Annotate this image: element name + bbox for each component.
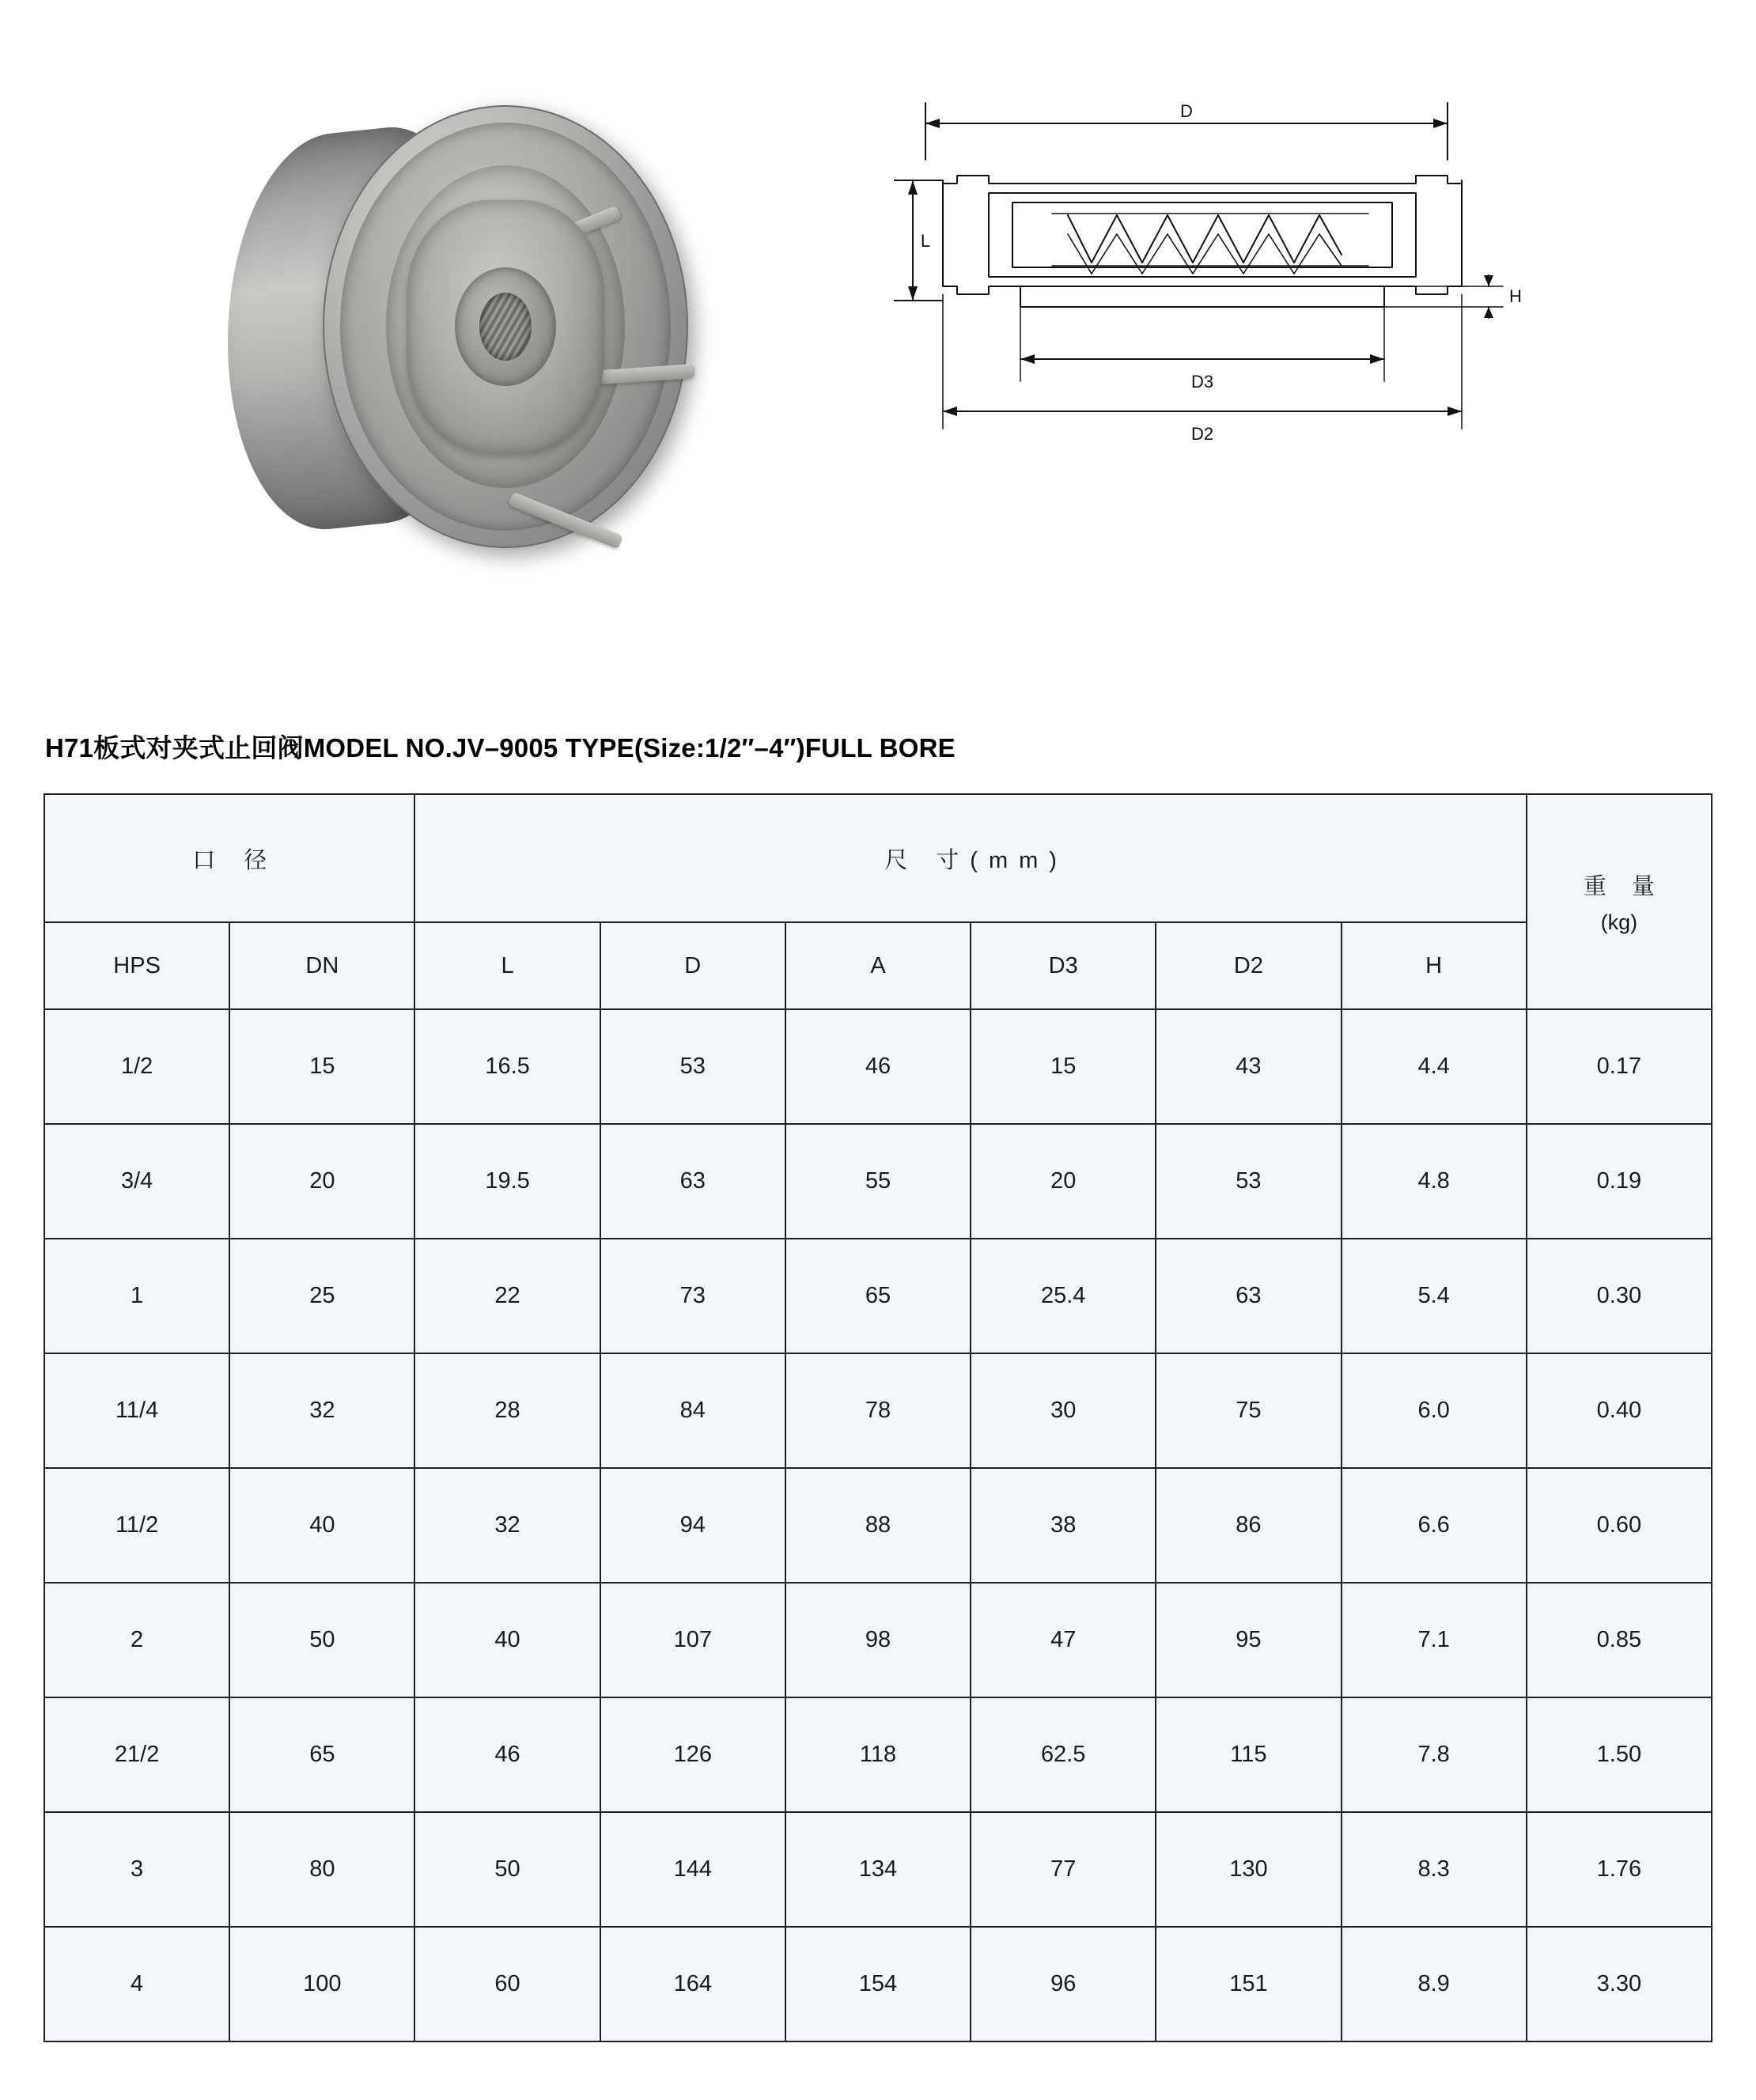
valve-hub-ring [455,267,556,386]
cell-dn: 100 [229,1927,414,2041]
table-row [44,1124,1712,1239]
column-header-dn: DN [229,922,414,1009]
arrow-right-d3 [1370,354,1384,364]
group-header-weight [1527,794,1712,1009]
cell-d: 164 [600,1927,785,2041]
cell-hps: 21/2 [44,1697,229,1812]
valve-body-illustration [220,91,694,566]
cell-a: 88 [785,1468,971,1583]
cell-d3: 25.4 [971,1239,1156,1353]
cell-a: 118 [785,1697,971,1812]
arrow-h-bot [1484,307,1493,318]
cell-dn: 40 [229,1468,414,1583]
table-group-header-row [44,794,1712,922]
cell-d: 107 [600,1583,785,1697]
cell-weight: 1.76 [1527,1812,1712,1927]
table-row [44,1697,1712,1812]
cell-l: 32 [414,1468,600,1583]
column-header-hps: HPS [44,922,229,1009]
column-header-d3: D3 [971,922,1156,1009]
arrow-left-d [925,119,940,128]
cell-d: 126 [600,1697,785,1812]
cell-a: 134 [785,1812,971,1927]
dim-label-h: H [1509,286,1522,306]
cell-hps: 4 [44,1927,229,2041]
cell-l: 40 [414,1583,600,1697]
cell-d: 53 [600,1009,785,1124]
cell-dn: 20 [229,1124,414,1239]
spec-table-head [44,794,1712,1009]
valve-rib [508,492,623,550]
cell-h: 8.9 [1342,1927,1527,2041]
cell-weight: 0.85 [1527,1583,1712,1697]
table-row [44,1583,1712,1697]
cell-d: 94 [600,1468,785,1583]
spec-table [44,793,1712,2042]
cell-hps: 3/4 [44,1124,229,1239]
cell-l: 50 [414,1812,600,1927]
cell-hps: 2 [44,1583,229,1697]
cell-dn: 15 [229,1009,414,1124]
cell-h: 7.8 [1342,1697,1527,1812]
cell-h: 7.1 [1342,1583,1527,1697]
cell-d2: 95 [1156,1583,1341,1697]
arrow-right-d2 [1448,407,1462,416]
cell-hps: 11/2 [44,1468,229,1583]
valve-chamber [989,193,1416,277]
group-header-weight-label: 重 量 [1583,874,1664,899]
cell-l: 60 [414,1927,600,2041]
group-header-bore-label: 口 径 [192,847,278,873]
cell-weight: 0.60 [1527,1468,1712,1583]
cell-h: 6.0 [1342,1353,1527,1468]
cell-weight: 0.40 [1527,1353,1712,1468]
table-column-header-row [44,922,1712,1009]
cell-dn: 25 [229,1239,414,1353]
table-row [44,1239,1712,1353]
cell-d3: 38 [971,1468,1156,1583]
cell-d3: 96 [971,1927,1156,2041]
valve-face-inner [386,165,625,488]
cell-d3: 20 [971,1124,1156,1239]
cell-dn: 80 [229,1812,414,1927]
cell-weight: 3.30 [1527,1927,1712,2041]
group-header-dimensions-label: 尺 寸(mm) [884,847,1068,873]
arrow-top-l [908,180,918,195]
cell-d2: 86 [1156,1468,1341,1583]
arrow-right-d [1433,119,1448,128]
valve-spring-hole [479,293,532,361]
cell-weight: 0.19 [1527,1124,1712,1239]
cell-d3: 47 [971,1583,1156,1697]
cell-d2: 43 [1156,1009,1341,1124]
dim-label-d: D [1180,101,1193,121]
arrow-h-top [1484,275,1493,286]
column-header-d2: D2 [1156,922,1341,1009]
technical-drawing-svg [894,87,1535,593]
arrow-bot-l [908,286,918,301]
arrow-left-d2 [943,407,957,416]
cell-d3: 62.5 [971,1697,1156,1812]
cell-d2: 63 [1156,1239,1341,1353]
group-header-dimensions [414,794,1526,922]
cell-d2: 115 [1156,1697,1341,1812]
cell-a: 154 [785,1927,971,2041]
cell-l: 16.5 [414,1009,600,1124]
cell-a: 46 [785,1009,971,1124]
column-header-a: A [785,922,971,1009]
cell-l: 22 [414,1239,600,1353]
cell-h: 4.8 [1342,1124,1527,1239]
column-header-l: L [414,922,600,1009]
cell-d: 63 [600,1124,785,1239]
valve-face-outer-ring [323,105,688,548]
cell-a: 78 [785,1353,971,1468]
cell-l: 46 [414,1697,600,1812]
cell-dn: 50 [229,1583,414,1697]
table-row [44,1468,1712,1583]
cell-weight: 0.30 [1527,1239,1712,1353]
valve-rib [600,364,695,384]
page-title: H71板式对夹式止回阀MODEL NO.JV–9005 TYPE(Size:1/2″–4″)FULL BORE [45,733,956,762]
cell-a: 55 [785,1124,971,1239]
cell-dn: 65 [229,1697,414,1812]
cell-hps: 1/2 [44,1009,229,1124]
technical-drawing [894,87,1535,593]
cell-d2: 53 [1156,1124,1341,1239]
cell-d2: 151 [1156,1927,1341,2041]
illustrations-area [0,0,1756,656]
cell-a: 98 [785,1583,971,1697]
valve-disc-plate [407,200,604,453]
arrow-left-d3 [1020,354,1035,364]
group-header-weight-unit: (kg) [1600,910,1638,934]
cell-hps: 1 [44,1239,229,1353]
cell-weight: 0.17 [1527,1009,1712,1124]
cell-d2: 75 [1156,1353,1341,1468]
cell-d3: 15 [971,1009,1156,1124]
cell-d3: 30 [971,1353,1156,1468]
cell-d: 144 [600,1812,785,1927]
valve-face-bevel [340,123,671,531]
cell-d: 84 [600,1353,785,1468]
spec-table-body [44,1009,1712,2041]
cell-l: 28 [414,1353,600,1468]
group-header-bore [44,794,414,922]
dim-label-d2: D2 [1190,424,1214,444]
cell-d: 73 [600,1239,785,1353]
table-row [44,1927,1712,2041]
table-row [44,1009,1712,1124]
table-row [44,1812,1712,1927]
spec-table-wrapper [44,793,1712,2042]
cell-l: 19.5 [414,1124,600,1239]
cell-dn: 32 [229,1353,414,1468]
table-row [44,1353,1712,1468]
cell-hps: 3 [44,1812,229,1927]
cell-hps: 11/4 [44,1353,229,1468]
valve-disc-section [1020,286,1384,307]
dim-label-l: L [920,231,931,251]
cell-h: 6.6 [1342,1468,1527,1583]
cell-a: 65 [785,1239,971,1353]
cell-h: 4.4 [1342,1009,1527,1124]
cell-d3: 77 [971,1812,1156,1927]
cell-weight: 1.50 [1527,1697,1712,1812]
cell-h: 5.4 [1342,1239,1527,1353]
dim-label-d3: D3 [1190,372,1214,392]
cell-d2: 130 [1156,1812,1341,1927]
cell-h: 8.3 [1342,1812,1527,1927]
column-header-h: H [1342,922,1527,1009]
column-header-d: D [600,922,785,1009]
product-photo [204,75,710,589]
